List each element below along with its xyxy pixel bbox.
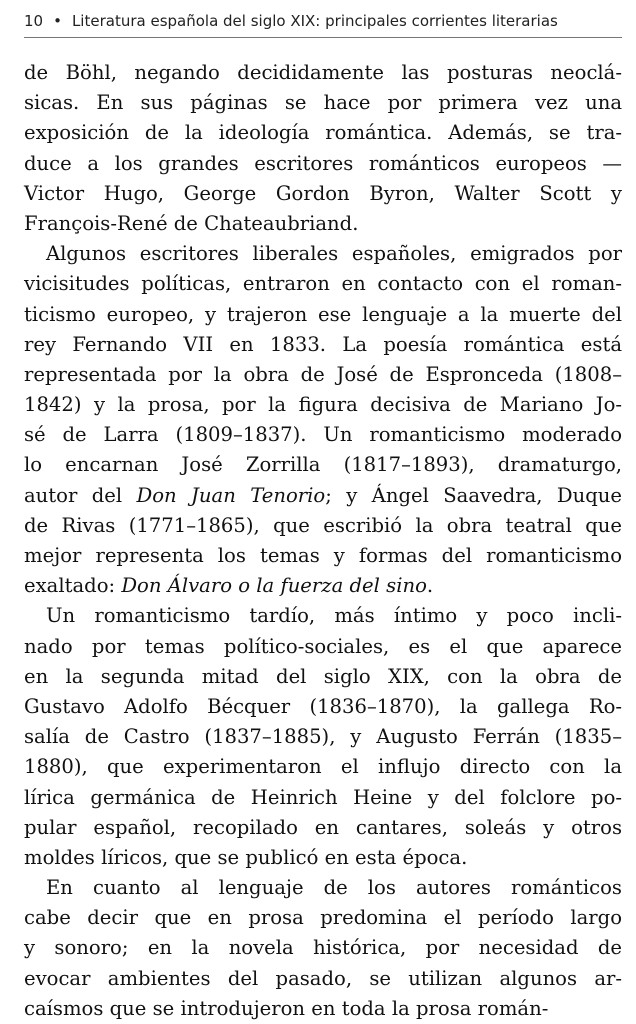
text-line: sicas. En sus páginas se hace por primera vez una (24, 91, 622, 115)
text-line: En cuanto al lenguaje de los autores románticos (46, 876, 622, 900)
text-line: rey Fernando VII en 1833. La poesía romántica está (24, 332, 622, 356)
text-line: nado por temas político-sociales, es el que aparece (24, 634, 622, 658)
text-line: pular español, recopilado en cantares, soleás y otros (24, 815, 622, 839)
text-line (24, 481, 622, 511)
text-line: salía de Castro (1837–1885), y Augusto Ferrán (1835– (24, 725, 622, 749)
text-line: Victor Hugo, George Gordon Byron, Walter Scott y (24, 181, 622, 205)
text-line: mejor representa los temas y formas del romanticismo (24, 544, 622, 567)
text-line: representada por la obra de José de Espronceda (1808– (24, 362, 622, 386)
text-line: caísmos que se introdujeron en toda la prosa román- (24, 996, 549, 1020)
text-line (24, 571, 622, 601)
text-line: de Böhl, negando decididamente las posturas neoclá- (24, 61, 622, 84)
text-line: exposición de la ideología romántica. Además, se tra- (24, 121, 622, 145)
text-line: de Rivas (1771–1865), que escribió la obra teatral que (24, 513, 622, 537)
header-separator: • (53, 12, 62, 30)
page-number: 10 (24, 12, 44, 30)
text-line: evocar ambientes del pasado, se utilizan algunos ar- (24, 966, 622, 990)
text-line: sé de Larra (1809–1837). Un romanticismo moderado (24, 423, 622, 447)
text-line: ticismo europeo, y trajeron ese lenguaje a la muerte del (24, 302, 622, 326)
text-line: 1880), que experimentaron el influjo directo con la (24, 755, 622, 779)
text-segment: autor del (24, 483, 137, 507)
text-line: duce a los grandes escritores románticos europeos — (24, 151, 622, 175)
text-line: y sonoro; en la novela histórica, por necesidad de (24, 936, 622, 960)
text-segment: exaltado: (24, 574, 122, 598)
work-title-italic: Don Juan Tenorio (136, 483, 326, 507)
text-line: en la segunda mitad del siglo XIX, con la obra de (24, 664, 622, 688)
text-line: Gustavo Adolfo Bécquer (1836–1870), la gallega Ro- (24, 694, 622, 718)
text-line: cabe decir que en prosa predomina el período largo (24, 906, 622, 930)
text-line: lo encarnan José Zorrilla (1817–1893), dramaturgo, (24, 453, 622, 477)
text-line: vicisitudes políticas, entraron en contacto con el roman- (24, 272, 622, 296)
text-segment: . (426, 574, 434, 598)
text-line: moldes líricos, que se publicó en esta época. (24, 845, 468, 869)
book-page (24, 0, 622, 1020)
header-rule (24, 37, 622, 38)
text-line: Un romanticismo tardío, más íntimo y poco incli- (46, 604, 622, 628)
text-line: 1842) y la prosa, por la figura decisiva de Mariano Jo- (24, 393, 622, 417)
text-line: lírica germánica de Heinrich Heine y del folclore po- (24, 785, 622, 809)
text-line: Algunos escritores liberales españoles, emigrados por (46, 242, 622, 266)
running-title: Literatura española del siglo XIX: principales corrientes literarias (71, 12, 558, 30)
body-text (24, 58, 622, 1024)
text-line: François-René de Chateaubriand. (24, 211, 359, 235)
running-header (24, 6, 622, 36)
work-title-italic: Don Álvaro o la fuerza del sino (121, 574, 427, 598)
text-segment: ; y Ángel Saavedra, Duque (325, 483, 622, 507)
